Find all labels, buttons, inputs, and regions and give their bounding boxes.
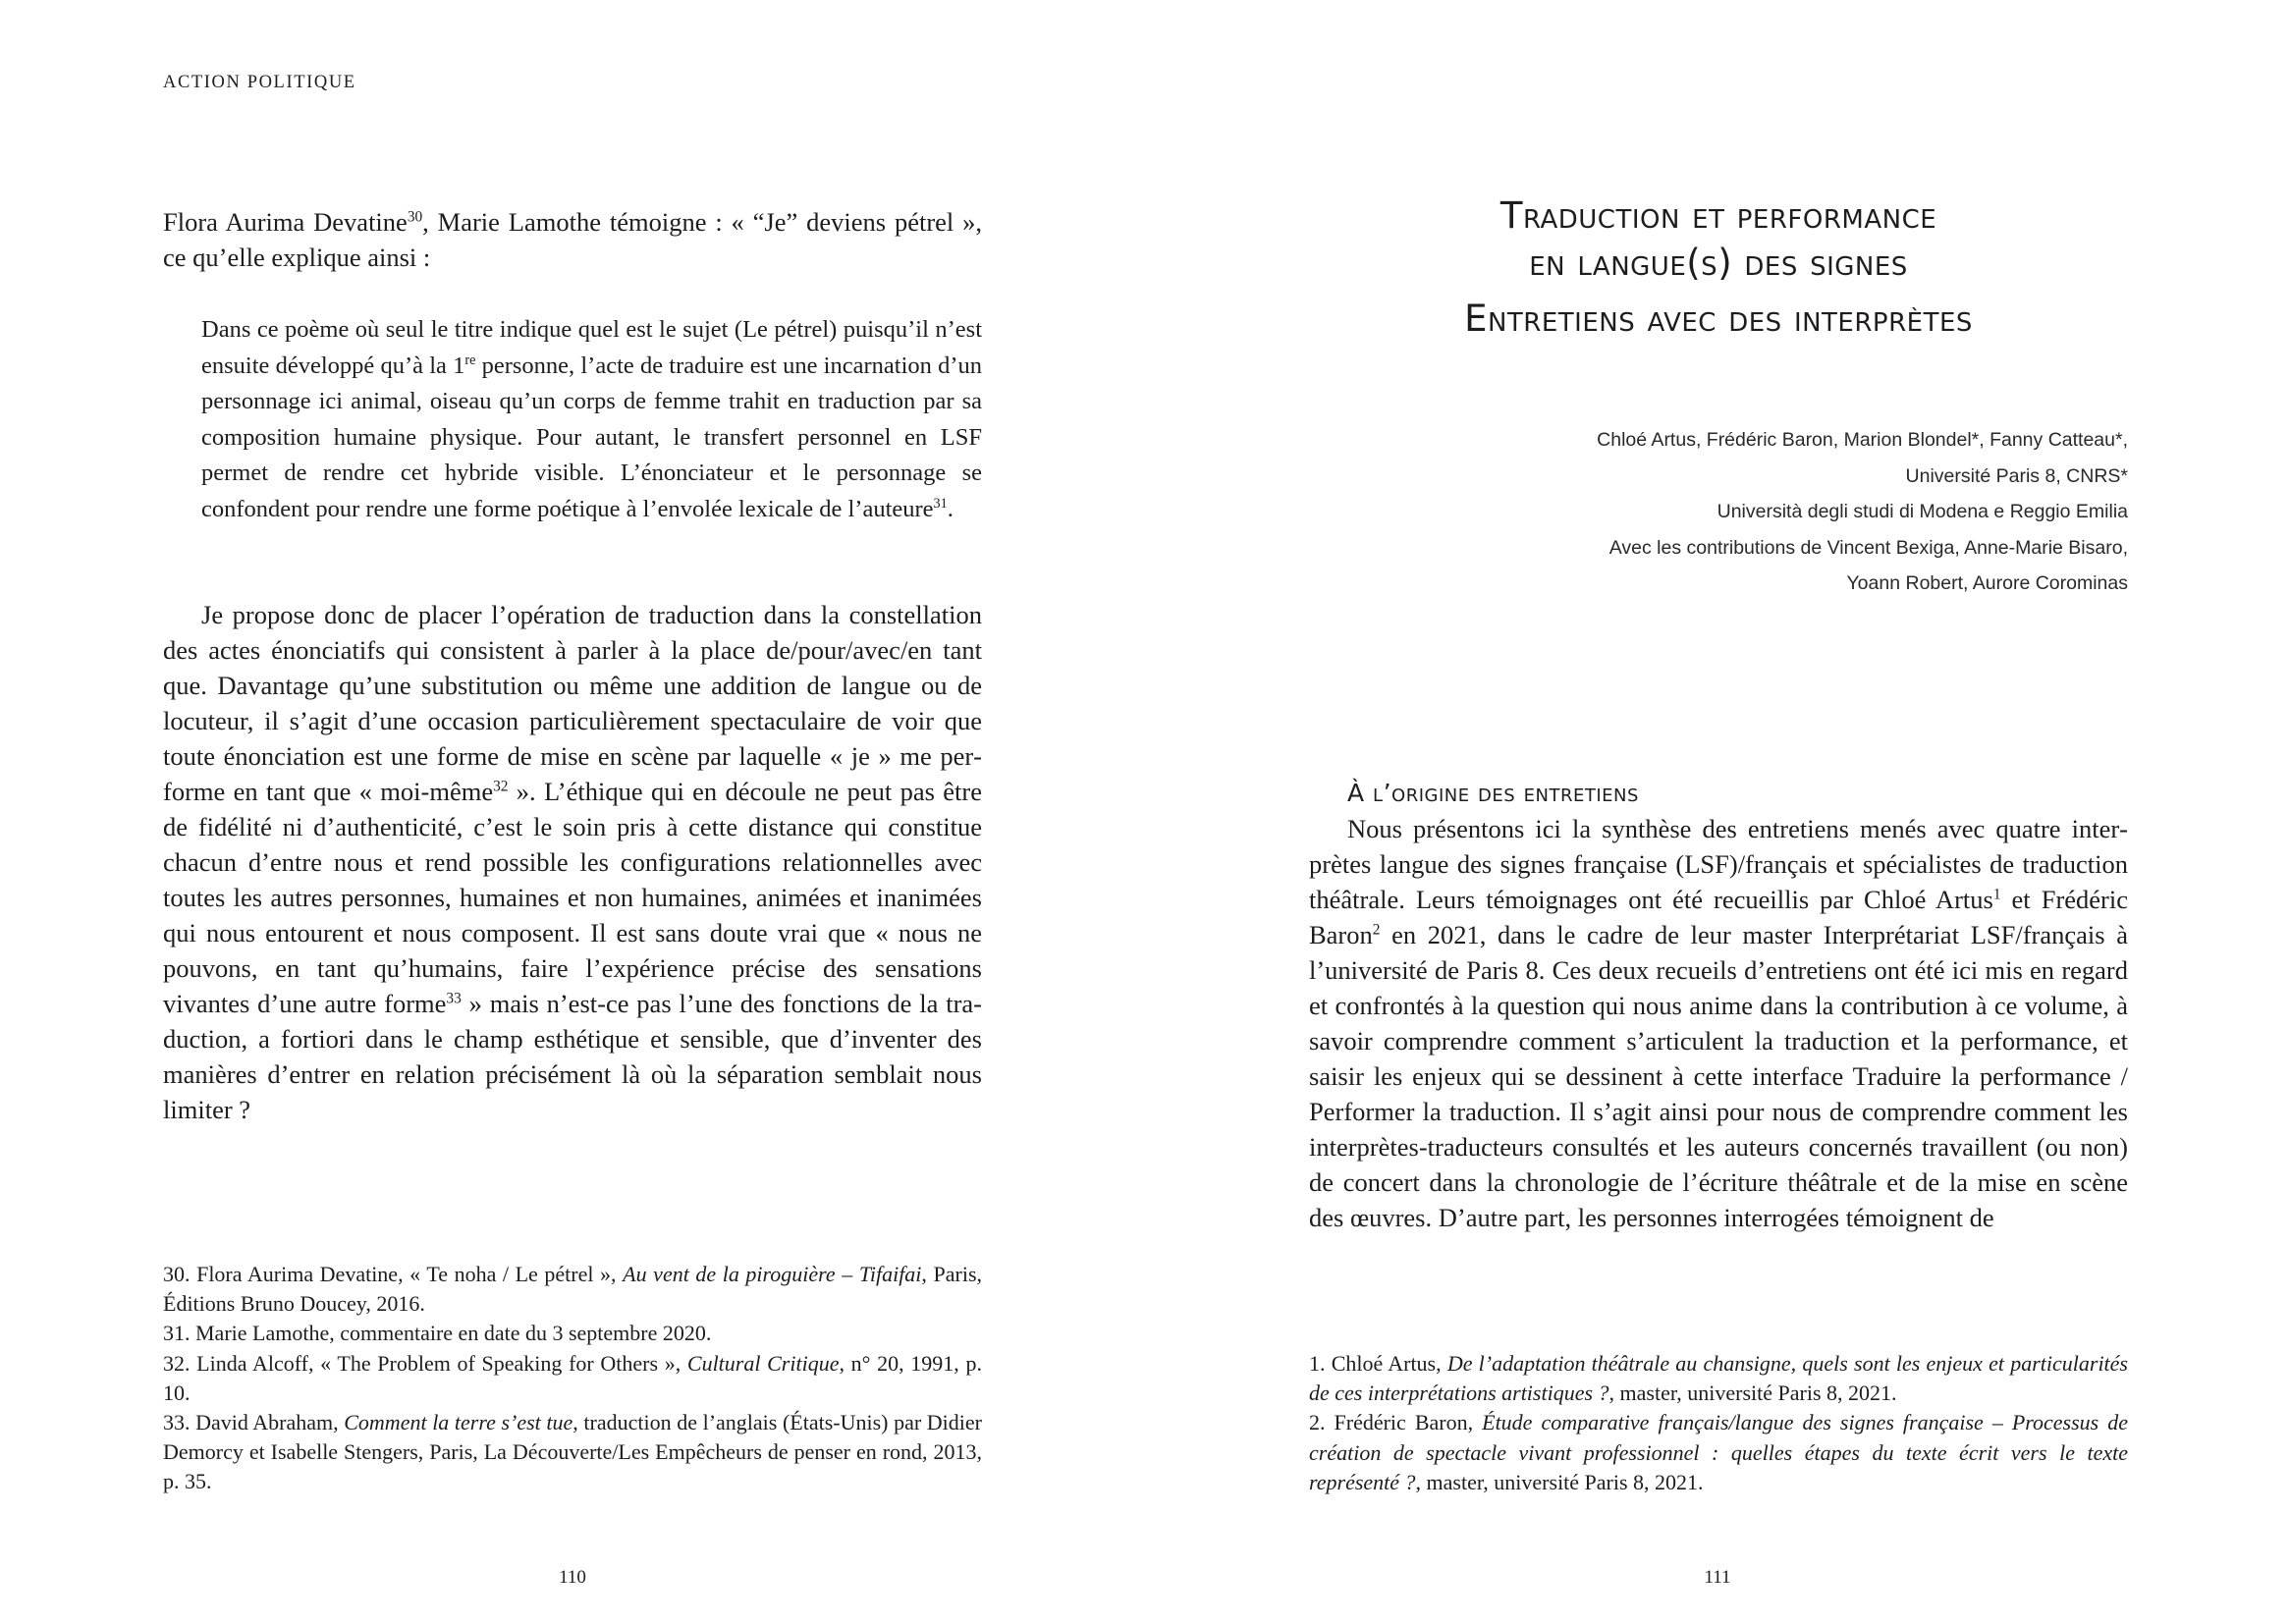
footnote-title: Au vent de la piroguière – Tifaifai xyxy=(623,1262,922,1286)
footnote-number: 2. xyxy=(1309,1410,1326,1435)
intro-text-1: Flora Aurima Devatine xyxy=(163,207,408,237)
footnote-text: , master, université Paris 8, 2021. xyxy=(1608,1380,1897,1406)
footnote-title: Comment la terre s’est tue xyxy=(344,1410,573,1435)
section-paragraph xyxy=(1309,811,2128,1235)
para-text-2: et Frédéric Baron xyxy=(1309,885,2128,949)
ordinal-superscript: re xyxy=(464,352,476,368)
footnote-text: Marie Lamothe, commentaire en date du 3 septembre 2020. xyxy=(190,1321,712,1346)
footnote-ref-33[interactable]: 33 xyxy=(446,990,462,1007)
quote-text-2: personne, l’acte de traduire est une incarnation d’un personnage ici animal, oiseau qu’un corps de femme trahit en traduction par sa composition humaine physique. Pour autant, le transfert personnel en LSF permet de rendre cet hybride visible. L’énonciateur et le personnage se confondent pour rendre une forme poétique à l’envolée lexicale de l’auteure xyxy=(201,352,982,522)
footnote-text: , Paris, Éditions Bruno Doucey, 2016. xyxy=(163,1262,983,1317)
byline-contributors-cont: Yoann Robert, Aurore Corominas xyxy=(1846,572,2128,594)
para-text-2: ». L’éthique qui en découle ne peut pas être de fidélité ni d’authenticité, c’est le soin pris à cette distance qui constitue chacun d’entre nous et rend possible les configurations relationnelles avec toutes les autres personnes, humaines et non humaines, animées et inanimées qui nous entourent et nous composent. Il est sans doute vrai que « nous ne pouvons, en tant qu’humains, faire l’expérience précise des sensations vivantes d’une autre forme xyxy=(163,777,982,1018)
footnote-number: 32. xyxy=(163,1350,191,1376)
footnote-text: Chloé Artus, xyxy=(1325,1351,1447,1376)
main-paragraph xyxy=(163,597,982,1127)
para-text-1: Nous présentons ici la synthèse des entretiens menés avec quatre interprètes langue des signes française (LSF)/français et spécialistes de traduction théâtrale. Leurs témoignages ont été recueillis par Chloé Artus xyxy=(1309,814,2128,914)
page-number-right: 111 xyxy=(1704,1567,1731,1588)
footnote-ref-30[interactable]: 30 xyxy=(407,208,423,226)
footnote-title: Cultural Critique xyxy=(686,1350,840,1376)
byline-affiliation-1: Université Paris 8, CNRS* xyxy=(1905,464,2128,487)
para-text-1: Je propose donc de placer l’opération de traduction dans la constellation des actes énonciatifs qui consistent à parler à la place de/pour/avec/en tant que. Davantage qu’une substitution ou même une addition de langue ou de locuteur, il s’agit d’une occasion particulièrement spectaculaire de voir que toute énonciation est une forme de mise en scène par laquelle « je » me performe en tant que « moi-même xyxy=(163,600,982,806)
footnote-1 xyxy=(1309,1349,2128,1408)
chapter-title xyxy=(1309,192,2128,350)
author-byline xyxy=(1309,422,2128,602)
quote-text-1: Dans ce poème où seul le titre indique quel est le sujet (Le pétrel) puisqu’il n’est ensuite développé qu’à la 1 xyxy=(201,316,982,379)
footnote-text: Flora Aurima Devatine, « Te noha / Le pétrel », xyxy=(190,1262,624,1286)
footnote-number: 31. xyxy=(163,1321,191,1346)
running-head: ACTION POLITIQUE xyxy=(163,73,356,92)
para-text-3: en 2021, dans le cadre de leur master Interprétariat LSF/français à l’université de Paris 8. Ces deux recueils d’entretiens ont été ici mis en regard et confrontés à la question qui nous anime dans la contribution à ce volume, à savoir comprendre comment s’articulent la traduction et la performance, et saisir les enjeux qui se dessinent à cette interface Traduire la performance / Performer la traduction. Il s’agit ainsi pour nous de comprendre comment les interprètes-traducteurs consultés et les auteurs concernés travaillent (ou non) de concert dans la chronologie de l’écriture théâtrale et de la mise en scène des œuvres. D’autre part, les personnes interrogées témoignent de xyxy=(1309,920,2128,1232)
byline-contributors: Avec les contributions de Vincent Bexiga, Anne-Marie Bisaro, xyxy=(1608,536,2128,559)
footnote-32 xyxy=(163,1349,982,1408)
chapter-subtitle: Entretiens avec des interprètes xyxy=(1464,298,1973,340)
footnote-text: David Abraham, xyxy=(190,1410,345,1435)
footnote-2 xyxy=(1309,1408,2128,1497)
footnote-number: 30. xyxy=(163,1262,191,1286)
footnote-30 xyxy=(163,1260,982,1319)
left-page xyxy=(0,0,1144,1624)
byline-authors: Chloé Artus, Frédéric Baron, Marion Blondel*, Fanny Catteau*, xyxy=(1597,429,2128,451)
footnotes-left xyxy=(163,1260,982,1497)
footnote-number: 1. xyxy=(1309,1351,1326,1376)
footnote-text: , traduction de l’anglais (États-Unis) par Didier Demorcy et Isabelle Stengers, Paris, La Découverte/Les Empêcheurs de penser en rond, 2013, p. 35. xyxy=(163,1410,983,1494)
footnote-31 xyxy=(163,1319,982,1348)
intro-text-2: , Marie Lamothe témoigne : « “Je” deviens pétrel », ce qu’elle explique ainsi : xyxy=(163,207,983,272)
footnote-ref-2[interactable]: 2 xyxy=(1372,921,1381,939)
footnotes-right xyxy=(1309,1349,2128,1497)
intro-paragraph xyxy=(163,204,982,275)
footnote-text: Linda Alcoff, « The Problem of Speaking for Others », xyxy=(190,1350,687,1376)
right-page xyxy=(1145,0,2289,1624)
byline-affiliation-2: Università degli studi di Modena e Reggio Emilia xyxy=(1717,501,2128,522)
footnote-text: Frédéric Baron, xyxy=(1325,1410,1483,1435)
page-number-left: 110 xyxy=(559,1567,586,1588)
section-heading: À l’origine des entretiens xyxy=(1347,779,1639,807)
chapter-title-line-1: Traduction et performance xyxy=(1499,194,1937,237)
footnote-text: , n° 20, 1991, p. 10. xyxy=(163,1350,982,1405)
para-text-3: » mais n’est-ce pas l’une des fonctions de la traduction, a fortiori dans le champ esthétique et sensible, que d’inventer des manières d’entrer en relation précisément là où la séparation semblait nous limiter ? xyxy=(163,989,982,1124)
footnote-ref-31[interactable]: 31 xyxy=(933,496,948,513)
footnote-title: De l’adaptation théâtrale au chansigne, quels sont les enjeux et particularités de ces interprétations artistiques ? xyxy=(1309,1351,2128,1406)
chapter-title-line-2: en langue(s) des signes xyxy=(1529,242,1908,284)
footnote-ref-1[interactable]: 1 xyxy=(1992,886,2001,903)
block-quote xyxy=(201,312,982,528)
footnote-33 xyxy=(163,1408,982,1497)
footnote-text: , master, université Paris 8, 2021. xyxy=(1415,1469,1704,1494)
footnote-number: 33. xyxy=(163,1410,191,1435)
quote-text-3: . xyxy=(947,495,954,522)
footnote-title: Étude comparative français/langue des signes française – Processus de création de spectacle vivant professionnel : quelles étapes du texte écrit vers le texte représenté ? xyxy=(1309,1410,2129,1494)
footnote-ref-32[interactable]: 32 xyxy=(493,778,509,795)
